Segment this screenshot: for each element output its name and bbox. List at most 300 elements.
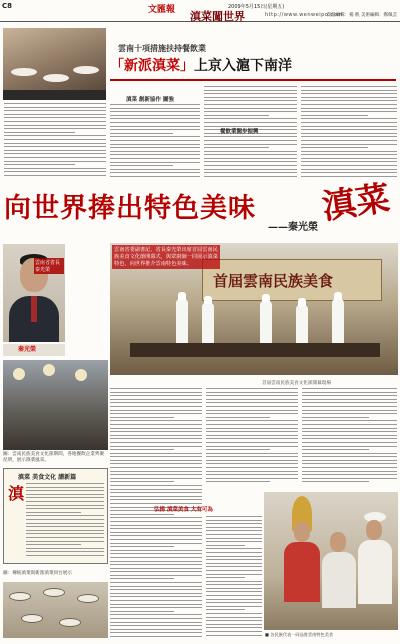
text-line: [110, 151, 200, 152]
headline-rule: [110, 79, 396, 81]
text-line: [110, 402, 202, 403]
text-line: [26, 533, 104, 534]
text-line: [4, 135, 106, 136]
bottom-subhead: 弘揚 滇菜美食 大有可為: [154, 507, 213, 513]
text-line: [110, 176, 200, 177]
text-line: [206, 588, 262, 589]
text-line: [302, 420, 397, 421]
text-line: [206, 617, 262, 618]
section-title: 滇菜闖世界: [190, 10, 245, 23]
text-line: [302, 463, 397, 464]
text-line: [110, 456, 202, 457]
text-line: [301, 97, 397, 98]
text-line: [206, 463, 298, 464]
text-line: [206, 599, 262, 600]
text-line: [301, 133, 397, 134]
text-line: [110, 449, 174, 450]
text-line: [301, 144, 397, 145]
text-line: [110, 417, 174, 418]
text-line: [26, 530, 104, 531]
text-line: [4, 168, 106, 169]
hall-caption: 圖：雲南民族美食文化節期間，各地餐飲企業齊聚昆明，展示滇菜風采。: [3, 452, 105, 463]
text-line: [302, 424, 397, 425]
text-line: [301, 115, 368, 116]
text-line: [26, 551, 104, 552]
text-line: [301, 108, 397, 109]
text-line: [301, 136, 397, 137]
text-line: [204, 158, 297, 159]
text-line: [4, 139, 106, 140]
text-line: [206, 559, 262, 560]
restaurant-photo: [3, 28, 106, 90]
text-line: [206, 410, 298, 411]
text-line: [110, 596, 202, 597]
text-line: [4, 157, 106, 158]
text-line: [26, 497, 104, 498]
text-line: [204, 154, 297, 155]
text-line: [302, 478, 397, 479]
text-line: [206, 420, 298, 421]
text-line: [301, 165, 397, 166]
text-line: [206, 395, 298, 396]
text-line: [301, 176, 397, 177]
text-line: [206, 545, 245, 546]
text-line: [301, 147, 368, 148]
text-line: [301, 104, 397, 105]
text-line: [204, 144, 297, 145]
dishes-photo: [3, 582, 108, 638]
text-line: [204, 108, 297, 109]
text-line: [110, 517, 202, 518]
text-line: [206, 478, 298, 479]
paper-name: 文匯報: [148, 5, 176, 15]
text-line: [26, 505, 104, 506]
text-line: [110, 481, 174, 482]
text-line: [204, 161, 297, 162]
text-line: [301, 86, 397, 87]
text-line: [110, 467, 202, 468]
sidebar-box: [3, 468, 108, 564]
text-line: [204, 165, 297, 166]
text-line: [110, 104, 200, 105]
stage-photo-caption: 首屆雲南民族美食文化節開幕現場: [262, 381, 331, 386]
text-line: [4, 103, 106, 104]
text-line: [302, 474, 397, 475]
article-text-column: [4, 103, 106, 181]
text-line: [204, 104, 297, 105]
masthead: [0, 0, 400, 22]
text-line: [204, 147, 269, 148]
text-line: [26, 483, 104, 484]
text-line: [110, 564, 202, 565]
text-line: [206, 456, 298, 457]
text-line: [110, 618, 202, 619]
text-line: [110, 172, 200, 173]
text-line: [110, 147, 200, 148]
text-line: [206, 428, 298, 429]
subhead-2: 餐飲業闊步振興: [220, 129, 259, 135]
text-line: [4, 164, 75, 165]
text-line: [110, 158, 200, 159]
text-line: [204, 118, 297, 119]
text-line: [110, 607, 202, 608]
text-line: [4, 161, 106, 162]
text-line: [206, 474, 298, 475]
text-line: [206, 609, 245, 610]
text-line: [110, 611, 174, 612]
text-line: [110, 550, 202, 551]
text-line: [110, 528, 202, 529]
text-line: [4, 128, 106, 129]
text-line: [206, 534, 262, 535]
text-line: [302, 431, 397, 432]
text-line: [110, 625, 202, 626]
text-line: [206, 606, 262, 607]
text-line: [206, 566, 262, 567]
main-headline: 向世界捧出特色美味: [4, 193, 256, 224]
text-line: [302, 467, 397, 468]
article-text-column: [302, 388, 397, 488]
text-line: [110, 410, 202, 411]
text-line: [26, 555, 104, 556]
stage-caption: 雲南省委副書記、省長秦光榮出席首屆雲南民族美食文化節開幕式，與眾廚師一同展示滇菜特色，向世界推介雲南特色美味。: [112, 245, 220, 269]
text-line: [302, 392, 397, 393]
text-line: [110, 446, 202, 447]
text-line: [206, 417, 270, 418]
dinner-photo: [264, 492, 398, 630]
text-line: [110, 593, 202, 594]
text-line: [110, 136, 200, 137]
text-line: [206, 435, 298, 436]
text-line: [110, 133, 173, 134]
text-line: [110, 424, 202, 425]
text-line: [302, 453, 397, 454]
text-line: [110, 521, 202, 522]
text-line: [110, 118, 200, 119]
top-story-deck: 雲南十項措施扶持餐飲業: [118, 44, 206, 53]
text-line: [204, 115, 269, 116]
text-line: [204, 111, 297, 112]
text-line: [4, 121, 106, 122]
text-line: [110, 420, 202, 421]
text-line: [110, 395, 202, 396]
photo-caption: ■ 各民族代表一同品嘗雲南特色美食: [265, 632, 334, 637]
text-line: [4, 110, 106, 111]
text-line: [110, 122, 200, 123]
text-line: [206, 399, 298, 400]
text-line: [206, 574, 262, 575]
text-line: [204, 151, 297, 152]
text-line: [26, 508, 104, 509]
text-line: [206, 449, 270, 450]
text-line: [110, 453, 202, 454]
text-line: [206, 595, 262, 596]
text-line: [4, 146, 106, 147]
text-line: [4, 107, 106, 108]
text-line: [206, 442, 298, 443]
text-line: [110, 543, 202, 544]
text-line: [206, 406, 298, 407]
text-line: [110, 126, 200, 127]
text-line: [26, 523, 104, 524]
text-line: [110, 557, 202, 558]
text-line: [302, 442, 397, 443]
restaurant-photo-strip: [3, 90, 106, 100]
text-line: [302, 449, 369, 450]
text-line: [110, 546, 174, 547]
text-line: [110, 474, 202, 475]
text-line: [206, 602, 262, 603]
text-line: [206, 413, 298, 414]
text-line: [110, 499, 202, 500]
text-line: [204, 90, 297, 91]
hall-photo: [3, 360, 108, 450]
text-line: [206, 552, 262, 553]
text-line: [204, 176, 297, 177]
text-line: [302, 481, 369, 482]
text-line: [4, 150, 106, 151]
text-line: [204, 172, 297, 173]
text-line: [110, 582, 202, 583]
text-line: [4, 125, 106, 126]
text-line: [26, 541, 104, 542]
text-line: [110, 108, 200, 109]
text-line: [206, 624, 262, 625]
text-line: [26, 544, 81, 545]
text-line: [110, 471, 202, 472]
text-line: [206, 538, 262, 539]
sidebar-box-title: 滇菜 美食文化 譜新篇: [18, 474, 77, 481]
text-line: [26, 548, 104, 549]
text-line: [110, 392, 202, 393]
text-line: [204, 86, 297, 87]
text-line: [301, 122, 397, 123]
text-line: [4, 171, 106, 172]
text-line: [206, 631, 262, 632]
text-line: [301, 93, 397, 94]
text-line: [110, 431, 202, 432]
dropcap: 滇: [8, 484, 25, 503]
text-line: [302, 399, 397, 400]
text-line: [302, 446, 397, 447]
text-line: [26, 494, 104, 495]
article-text-column: [110, 388, 202, 640]
text-line: [26, 512, 81, 513]
text-line: [206, 584, 262, 585]
text-line: [26, 537, 104, 538]
text-line: [206, 548, 262, 549]
text-line: [110, 636, 202, 637]
text-line: [206, 591, 262, 592]
text-line: [206, 620, 262, 621]
text-line: [110, 604, 202, 605]
text-line: [206, 581, 262, 582]
text-line: [206, 392, 298, 393]
text-line: [110, 578, 174, 579]
text-line: [110, 129, 200, 130]
title-mark: 滇菜: [319, 178, 393, 228]
text-line: [206, 523, 262, 524]
text-line: [110, 503, 202, 504]
text-line: [110, 460, 202, 461]
text-line: [301, 161, 397, 162]
text-line: [206, 635, 262, 636]
text-line: [302, 388, 397, 389]
text-line: [110, 428, 202, 429]
top-story-headline: 「新派滇菜」上京入滬下南洋: [110, 58, 292, 74]
text-line: [204, 136, 297, 137]
text-line: [110, 561, 202, 562]
text-line: [206, 613, 262, 614]
text-line: [110, 629, 202, 630]
text-line: [302, 410, 397, 411]
text-line: [4, 153, 106, 154]
text-line: [301, 90, 397, 91]
text-line: [302, 456, 397, 457]
text-line: [110, 162, 200, 163]
text-line: [110, 525, 202, 526]
text-line: [26, 515, 104, 516]
text-line: [110, 589, 202, 590]
text-line: [301, 151, 397, 152]
text-line: [302, 402, 397, 403]
text-line: [301, 118, 397, 119]
issue-date: 2009年5月15日(星期五): [228, 4, 285, 10]
text-line: [206, 388, 298, 389]
text-line: [110, 406, 202, 407]
text-line: [110, 115, 200, 116]
portrait-caption: 雲南省省長秦光榮: [34, 258, 64, 274]
text-line: [206, 516, 262, 517]
text-line: [110, 413, 202, 414]
text-line: [301, 158, 397, 159]
text-line: [110, 622, 202, 623]
text-line: [110, 553, 202, 554]
text-line: [26, 487, 104, 488]
text-line: [26, 490, 104, 491]
text-line: [301, 126, 397, 127]
text-line: [204, 93, 297, 94]
nameplate-label: 秦光榮: [18, 346, 37, 353]
text-line: [206, 431, 298, 432]
text-line: [110, 492, 202, 493]
text-line: [110, 154, 200, 155]
text-line: [302, 435, 397, 436]
text-line: [302, 428, 397, 429]
text-line: [206, 556, 262, 557]
text-line: [204, 169, 297, 170]
text-line: [301, 172, 397, 173]
sidebar-text: [26, 483, 104, 561]
text-line: [302, 417, 369, 418]
text-line: [26, 501, 104, 502]
text-line: [110, 568, 202, 569]
text-line: [206, 453, 298, 454]
text-line: [110, 442, 202, 443]
text-line: [206, 460, 298, 461]
text-line: [301, 111, 397, 112]
text-line: [110, 435, 202, 436]
text-line: [110, 514, 174, 515]
text-line: [110, 485, 202, 486]
text-line: [206, 570, 262, 571]
text-line: [206, 520, 262, 521]
text-line: [110, 600, 202, 601]
article-text-column: [206, 388, 298, 488]
text-line: [110, 532, 202, 533]
text-line: [26, 519, 104, 520]
text-line: [110, 632, 202, 633]
text-line: [302, 471, 397, 472]
text-line: [206, 424, 298, 425]
editors-credit: 責任編輯：楊 帆 美術編輯：鄭佩芸: [326, 13, 397, 18]
text-line: [26, 526, 104, 527]
text-line: [206, 563, 262, 564]
text-line: [110, 614, 202, 615]
text-line: [204, 122, 297, 123]
subhead-1: 滇菜 創新協作 圖強: [126, 97, 174, 103]
text-line: [110, 140, 200, 141]
text-line: [110, 571, 202, 572]
text-line: [206, 527, 262, 528]
text-line: [110, 496, 202, 497]
text-line: [301, 100, 397, 101]
article-text-column: [110, 104, 200, 182]
text-line: [204, 100, 297, 101]
text-line: [110, 463, 202, 464]
text-line: [302, 406, 397, 407]
page-number: C8: [2, 2, 13, 10]
text-line: [301, 140, 397, 141]
text-line: [204, 140, 297, 141]
text-line: [206, 577, 245, 578]
text-line: [206, 541, 262, 542]
text-line: [302, 460, 397, 461]
website: http://www.wenweipo.com: [265, 12, 343, 18]
text-line: [206, 438, 298, 439]
text-line: [4, 132, 75, 133]
text-line: [206, 481, 270, 482]
text-line: [110, 575, 202, 576]
text-line: [110, 399, 202, 400]
text-line: [4, 175, 106, 176]
text-line: [110, 111, 200, 112]
text-line: [110, 489, 202, 490]
article-text-column: [206, 516, 262, 640]
text-line: [302, 395, 397, 396]
text-line: [206, 471, 298, 472]
text-line: [110, 539, 202, 540]
text-line: [301, 154, 397, 155]
text-line: [302, 438, 397, 439]
article-text-column: [301, 86, 397, 182]
text-line: [4, 117, 106, 118]
text-line: [4, 114, 106, 115]
text-line: [206, 402, 298, 403]
text-line: [302, 413, 397, 414]
text-line: [110, 438, 202, 439]
text-line: [301, 129, 397, 130]
byline: ——秦光榮: [268, 222, 318, 233]
text-line: [206, 446, 298, 447]
text-line: [110, 388, 202, 389]
text-line: [110, 586, 202, 587]
stage-banner: 首屆雲南民族美食: [202, 259, 382, 301]
text-line: [110, 144, 200, 145]
text-line: [206, 530, 262, 531]
text-line: [4, 143, 106, 144]
text-line: [110, 478, 202, 479]
